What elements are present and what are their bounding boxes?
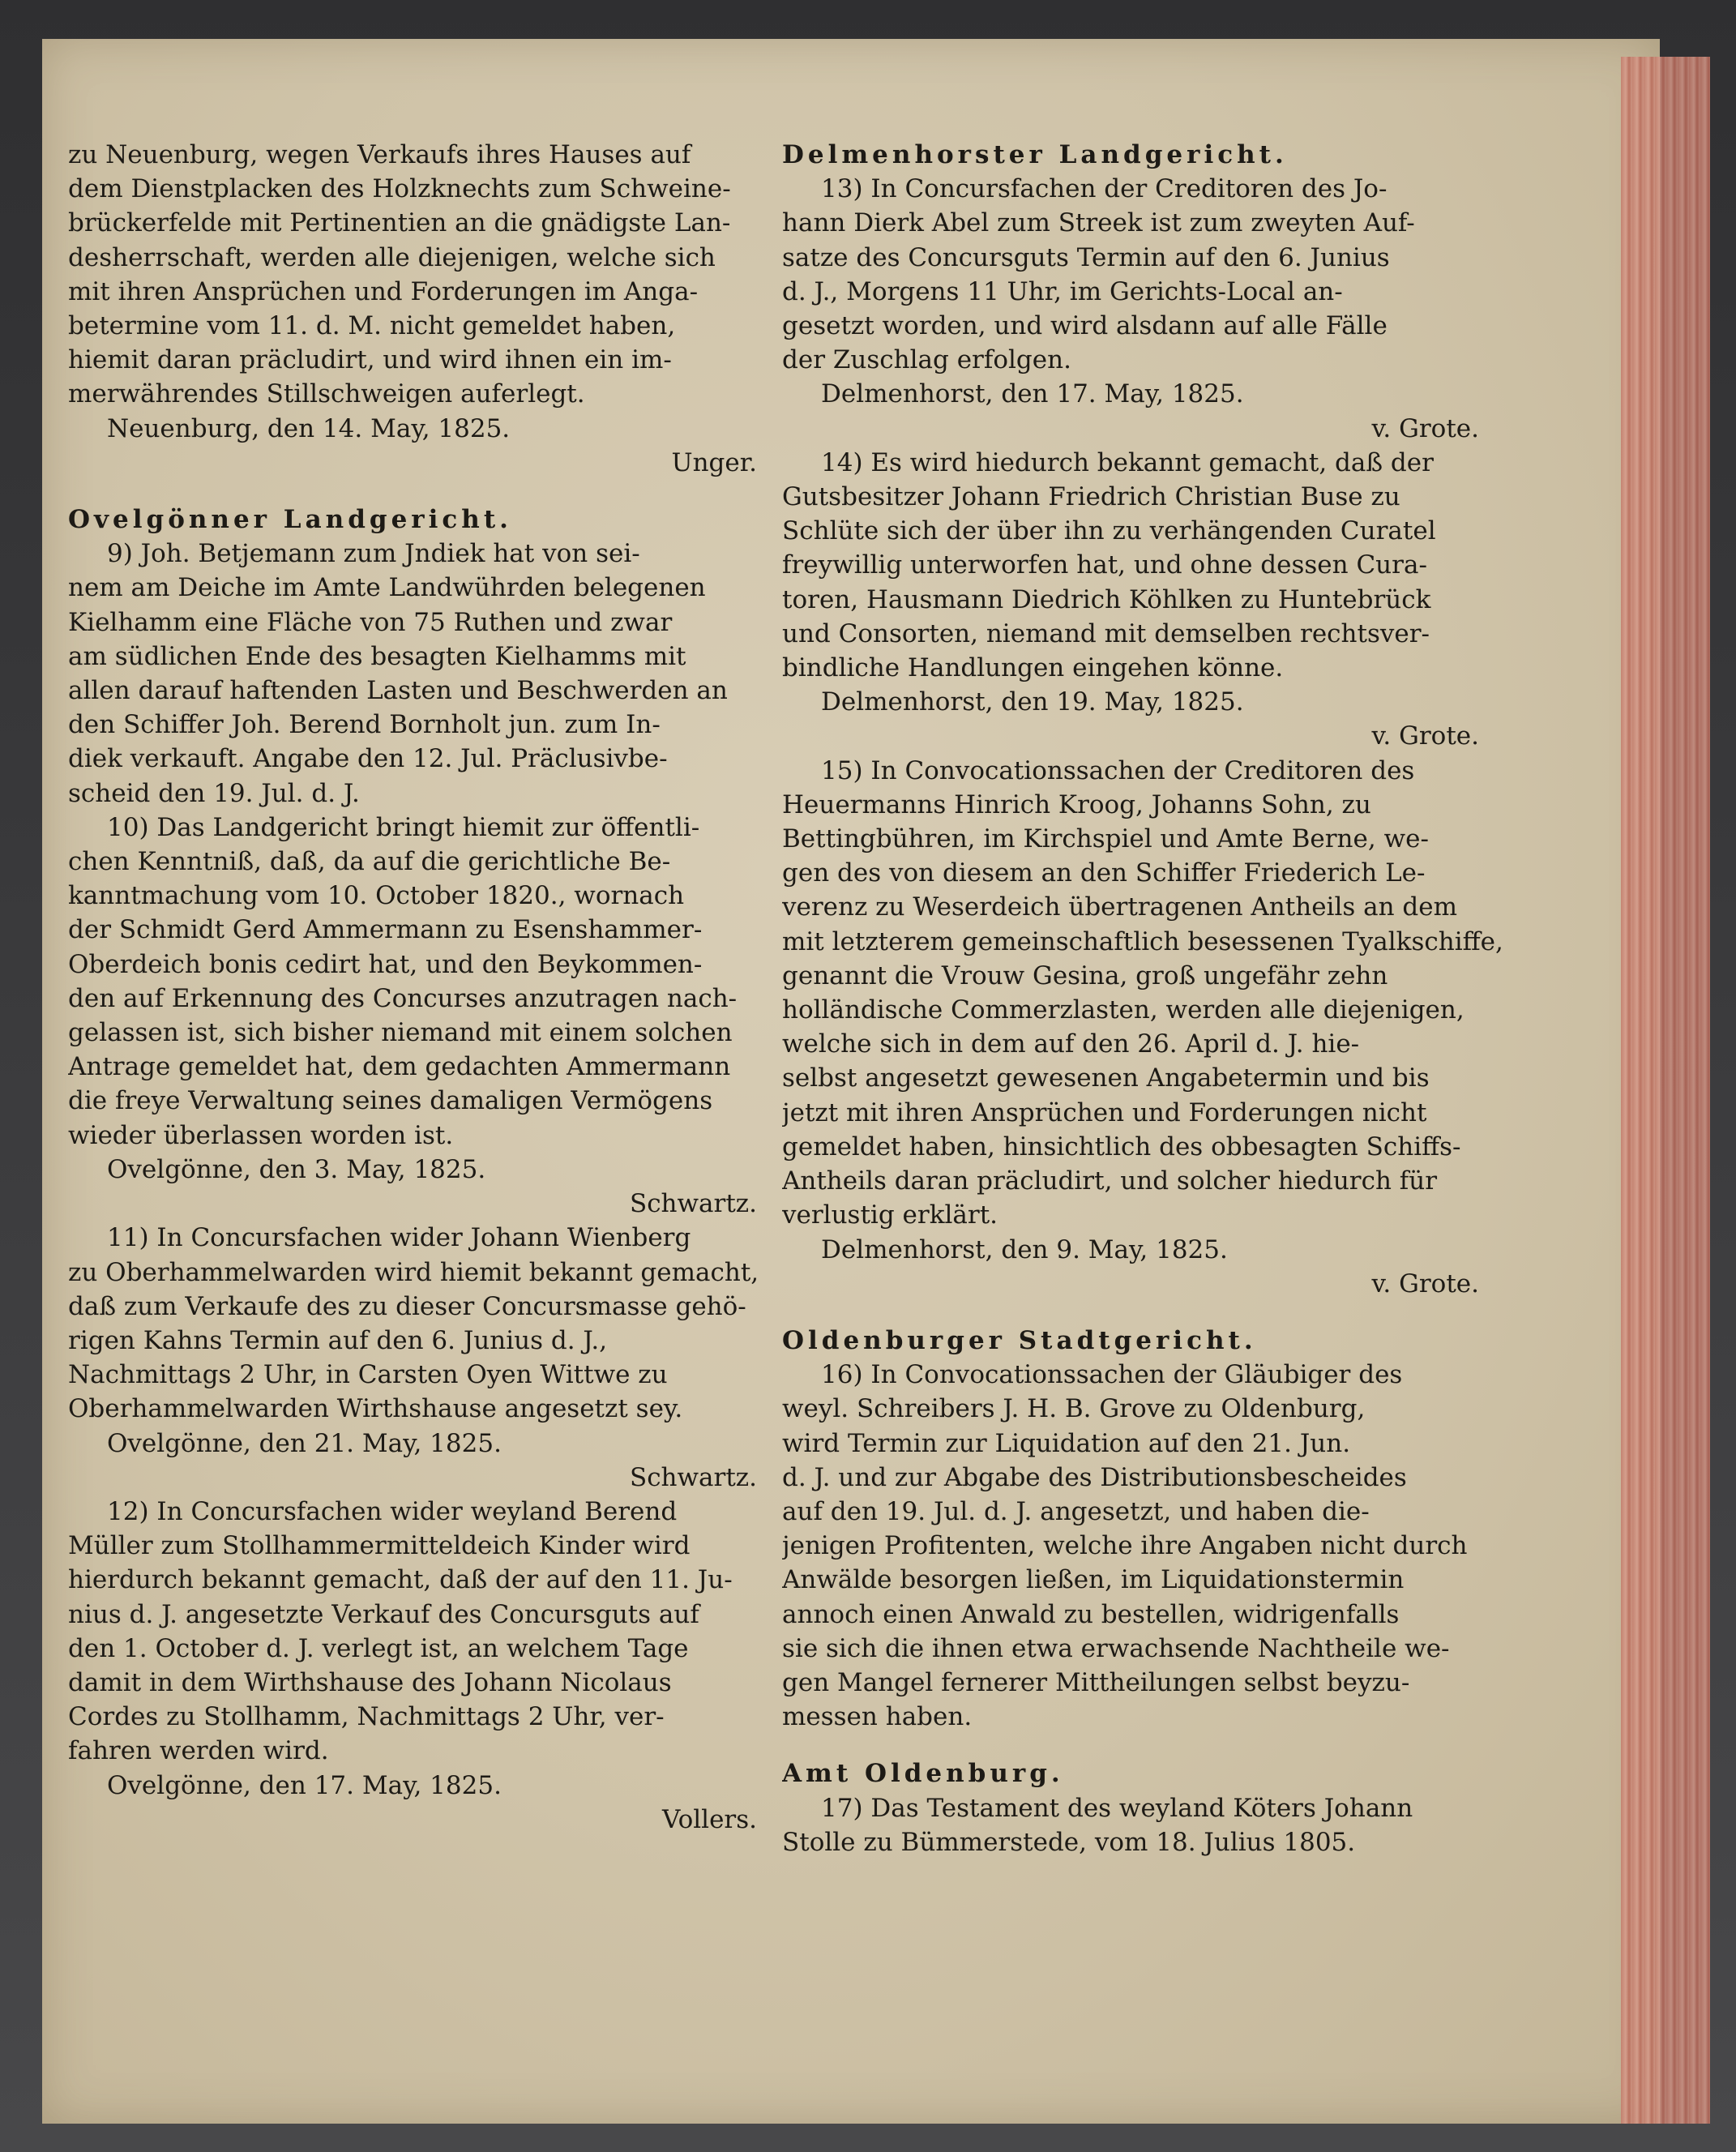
- signature: Schwartz.: [629, 1189, 757, 1219]
- text-line: Oberdeich bonis cedirt hat, und den Beykommen-: [68, 949, 703, 979]
- section-heading: Amt Oldenburg.: [782, 1759, 1064, 1789]
- text-line: 14) Es wird hiedurch bekannt gemacht, daß der: [821, 447, 1434, 477]
- text-line: desherrschaft, werden alle diejenigen, welche sich: [68, 242, 716, 272]
- section-heading: Oldenburger Stadtgericht.: [782, 1325, 1257, 1355]
- text-line: toren, Hausmann Diedrich Köhlken zu Huntebrück: [782, 584, 1431, 614]
- signature: Vollers.: [662, 1804, 757, 1834]
- dateline: Delmenhorst, den 19. May, 1825.: [821, 687, 1244, 717]
- text-line: gesetzt worden, und wird alsdann auf alle Fälle: [782, 311, 1388, 341]
- text-line: wieder überlassen worden ist.: [68, 1120, 454, 1150]
- text-line: Antheils daran präcludirt, und solcher hiedurch für: [782, 1166, 1438, 1196]
- text-line: gemeldet haben, hinsichtlich des obbesagten Schiffs-: [782, 1132, 1461, 1162]
- section-heading: Delmenhorster Landgericht.: [782, 140, 1288, 169]
- dateline: Ovelgönne, den 21. May, 1825.: [107, 1428, 502, 1458]
- text-line: Nachmittags 2 Uhr, in Carsten Oyen Wittwe zu: [68, 1360, 668, 1390]
- text-line: mit ihren Ansprüchen und Forderungen im Anga-: [68, 276, 699, 306]
- notice-12: [68, 1495, 781, 1769]
- text-line: welche sich in dem auf den 26. April d. J. hie-: [782, 1029, 1360, 1059]
- text-line: gelassen ist, sich bisher niemand mit einem solchen: [68, 1018, 733, 1048]
- text-line: rigen Kahns Termin auf den 6. Junius d. J.,: [68, 1325, 608, 1355]
- notice-10: [68, 811, 781, 1153]
- text-line: 12) In Concursfachen wider weyland Berend: [107, 1496, 678, 1526]
- text-line: daß zum Verkaufe des zu dieser Concursmasse gehö-: [68, 1291, 746, 1321]
- text-line: chen Kenntniß, daß, da auf die gerichtliche Be-: [68, 847, 671, 877]
- notice-9: [68, 537, 781, 811]
- text-line: Anwälde besorgen ließen, im Liquidationstermin: [782, 1565, 1405, 1595]
- text-line: Cordes zu Stollhamm, Nachmittags 2 Uhr, ver-: [68, 1702, 665, 1732]
- text-line: und Consorten, niemand mit demselben rechtsver-: [782, 618, 1430, 648]
- text-line: hierdurch bekannt gemacht, daß der auf den 11. Ju-: [68, 1565, 733, 1595]
- text-line: verlustig erklärt.: [782, 1200, 998, 1230]
- text-line: wird Termin zur Liquidation auf den 21. Jun.: [782, 1428, 1351, 1458]
- text-line: betermine vom 11. d. M. nicht gemeldet haben,: [68, 311, 676, 341]
- text-line: gen des von diesem an den Schiffer Friederich Le-: [782, 858, 1426, 888]
- text-line: zu Neuenburg, wegen Verkaufs ihres Hauses auf: [68, 140, 691, 169]
- left-column: [68, 138, 781, 1837]
- text-line: 11) In Concursfachen wider Johann Wienberg: [107, 1223, 691, 1253]
- text-line: 15) In Convocationssachen der Creditoren des: [821, 755, 1415, 785]
- text-line: diek verkauft. Angabe den 12. Jul. Präclusivbe-: [68, 744, 668, 774]
- text-line: Gutsbesitzer Johann Friedrich Christian Buse zu: [782, 482, 1400, 512]
- text-line: hann Dierk Abel zum Streek ist zum zweyten Auf-: [782, 208, 1415, 238]
- notice-14: [782, 446, 1503, 685]
- signature: v. Grote.: [1371, 413, 1479, 443]
- text-line: den auf Erkennung des Concurses anzutragen nach-: [68, 983, 738, 1013]
- text-line: nius d. J. angesetzte Verkauf des Concursguts auf: [68, 1599, 699, 1629]
- notice-11: [68, 1221, 781, 1426]
- text-line: Kielhamm eine Fläche von 75 Ruthen und zwar: [68, 607, 673, 637]
- dateline: Neuenburg, den 14. May, 1825.: [107, 413, 511, 443]
- text-line: Müller zum Stollhammermitteldeich Kinder wird: [68, 1531, 691, 1561]
- text-line: scheid den 19. Jul. d. J.: [68, 778, 360, 808]
- text-line: freywillig unterworfen hat, und ohne dessen Cura-: [782, 550, 1427, 580]
- section-heading: Ovelgönner Landgericht.: [68, 505, 512, 535]
- notice-17: [782, 1791, 1503, 1859]
- text-line: allen darauf haftenden Lasten und Beschwerden an: [68, 676, 728, 706]
- page-edges: [1621, 57, 1710, 2124]
- text-line: gen Mangel fernerer Mittheilungen selbst beyzu-: [782, 1667, 1410, 1697]
- signature: v. Grote.: [1371, 721, 1479, 751]
- text-line: merwährendes Stillschweigen auferlegt.: [68, 379, 585, 409]
- text-line: 16) In Convocationssachen der Gläubiger des: [821, 1360, 1403, 1390]
- text-line: Stolle zu Bümmerstede, vom 18. Julius 1805.: [782, 1827, 1356, 1857]
- text-line: 9) Joh. Betjemann zum Jndiek hat von sei-: [107, 539, 640, 569]
- text-line: die freye Verwaltung seines damaligen Vermögens: [68, 1086, 713, 1116]
- text-line: am südlichen Ende des besagten Kielhamms mit: [68, 641, 686, 671]
- notice-13: [782, 172, 1503, 377]
- text-line: 13) In Concursfachen der Creditoren des Jo-: [821, 174, 1388, 204]
- text-line: Bettingbühren, im Kirchspiel und Amte Berne, we-: [782, 824, 1429, 854]
- notice-16: [782, 1358, 1503, 1734]
- text-line: d. J. und zur Abgabe des Distributionsbescheides: [782, 1462, 1407, 1492]
- signature: Unger.: [671, 447, 757, 477]
- text-line: sie sich die ihnen etwa erwachsende Nachtheile we-: [782, 1633, 1450, 1663]
- text-line: kanntmachung vom 10. October 1820., wornach: [68, 881, 685, 911]
- text-line: Antrage gemeldet hat, dem gedachten Ammermann: [68, 1052, 731, 1082]
- signature: Schwartz.: [629, 1462, 757, 1492]
- text-line: Schlüte sich der über ihn zu verhängenden Curatel: [782, 516, 1436, 546]
- text-line: den Schiffer Joh. Berend Bornholt jun. zum In-: [68, 710, 661, 740]
- dateline: Ovelgönne, den 17. May, 1825.: [107, 1770, 502, 1800]
- text-line: d. J., Morgens 11 Uhr, im Gerichts-Local an-: [782, 276, 1343, 306]
- text-line: mit letzterem gemeinschaftlich besessenen Tyalkschiffe,: [782, 926, 1503, 956]
- text-line: den 1. October d. J. verlegt ist, an welchem Tage: [68, 1633, 689, 1663]
- notice-15: [782, 754, 1503, 1233]
- text-line: bindliche Handlungen eingehen könne.: [782, 653, 1284, 683]
- text-line: Heuermanns Hinrich Kroog, Johanns Sohn, zu: [782, 789, 1371, 819]
- text-line: hiemit daran präcludirt, und wird ihnen ein im-: [68, 345, 672, 375]
- text-line: damit in dem Wirthshause des Johann Nicolaus: [68, 1667, 672, 1697]
- text-line: selbst angesetzt gewesenen Angabetermin und bis: [782, 1063, 1430, 1093]
- dateline: Ovelgönne, den 3. May, 1825.: [107, 1154, 486, 1184]
- text-line: weyl. Schreibers J. H. B. Grove zu Oldenburg,: [782, 1394, 1366, 1424]
- text-line: 17) Das Testament des weyland Köters Johann: [821, 1793, 1413, 1823]
- right-column: [782, 138, 1503, 1859]
- text-line: auf den 19. Jul. d. J. angesetzt, und haben die-: [782, 1496, 1370, 1526]
- text-line: holländische Commerzlasten, werden alle diejenigen,: [782, 995, 1464, 1025]
- text-line: Oberhammelwarden Wirthshause angesetzt sey.: [68, 1394, 683, 1424]
- text-line: jetzt mit ihren Ansprüchen und Forderungen nicht: [782, 1097, 1427, 1127]
- intro-paragraph: [68, 138, 781, 412]
- dateline: Delmenhorst, den 17. May, 1825.: [821, 379, 1244, 409]
- text-line: genannt die Vrouw Gesina, groß ungefähr zehn: [782, 960, 1388, 990]
- text-line: der Schmidt Gerd Ammermann zu Esenshammer-: [68, 915, 703, 945]
- text-line: annoch einen Anwald zu bestellen, widrigenfalls: [782, 1599, 1400, 1629]
- text-line: der Zuschlag erfolgen.: [782, 345, 1071, 375]
- text-line: satze des Concursguts Termin auf den 6. Junius: [782, 242, 1390, 272]
- text-line: nem am Deiche im Amte Landwührden belegenen: [68, 573, 706, 603]
- signature: v. Grote.: [1371, 1269, 1479, 1298]
- text-line: dem Dienstplacken des Holzknechts zum Schweine-: [68, 174, 731, 204]
- text-line: messen haben.: [782, 1702, 973, 1732]
- text-line: brückerfelde mit Pertinentien an die gnädigste Lan-: [68, 208, 731, 238]
- text-line: zu Oberhammelwarden wird hiemit bekannt gemacht,: [68, 1257, 759, 1287]
- text-line: verenz zu Weserdeich übertragenen Antheils an dem: [782, 892, 1458, 922]
- dateline: Delmenhorst, den 9. May, 1825.: [821, 1234, 1228, 1264]
- text-line: jenigen Profitenten, welche ihre Angaben nicht durch: [782, 1531, 1468, 1561]
- text-line: 10) Das Landgericht bringt hiemit zur öffentli-: [107, 812, 700, 842]
- text-line: fahren werden wird.: [68, 1736, 329, 1766]
